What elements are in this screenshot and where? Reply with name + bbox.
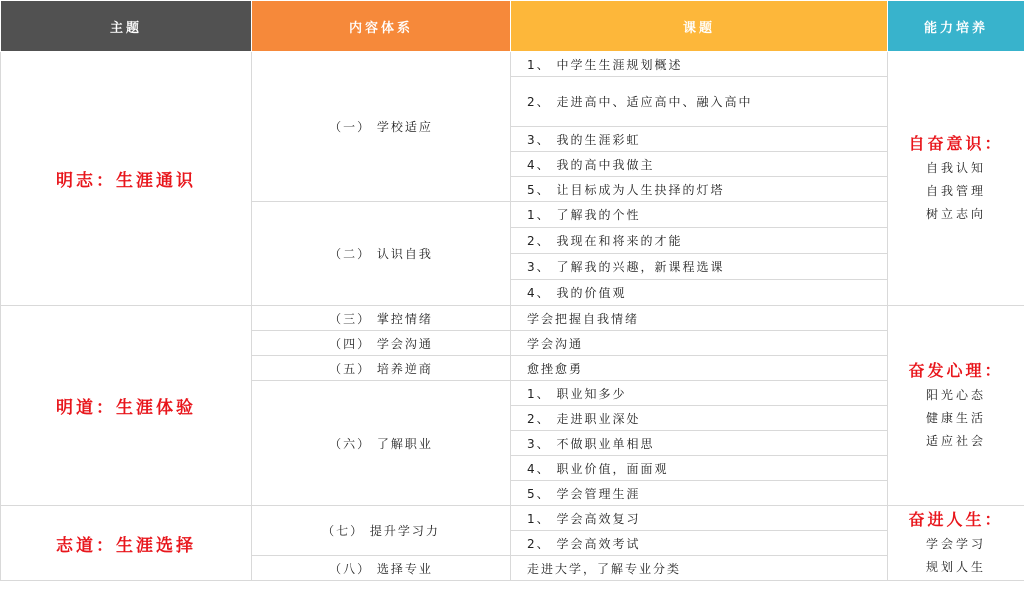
table-row — [1, 506, 1024, 531]
lesson-cell: 1、 职业知多少 — [511, 381, 888, 406]
ability-title: 自奋意识： — [908, 134, 1004, 153]
lesson-cell: 愈挫愈勇 — [511, 356, 888, 381]
lesson-cell: 学会把握自我情绪 — [511, 306, 888, 331]
system-cell: （七） 提升学习力 — [252, 506, 511, 556]
ability-item: 自我认知 — [925, 161, 986, 175]
header-ability: 能力培养 — [888, 1, 1024, 52]
lesson-cell: 学会沟通 — [511, 331, 888, 356]
header-content-system: 内容体系 — [252, 1, 511, 52]
ability-title: 奋进人生： — [908, 510, 1004, 529]
lesson-cell: 4、 职业价值，面面观 — [511, 456, 888, 481]
lesson-cell: 2、 走进高中、适应高中、融入高中 — [511, 77, 888, 127]
system-cell: （四） 学会沟通 — [252, 331, 511, 356]
theme-cell: 明道：生涯体验 — [1, 306, 252, 506]
lesson-cell: 4、 我的高中我做主 — [511, 152, 888, 177]
system-cell: （一） 学校适应 — [252, 52, 511, 202]
system-cell: （三） 掌控情绪 — [252, 306, 511, 331]
system-cell: （八） 选择专业 — [252, 556, 511, 581]
lesson-cell: 走进大学，了解专业分类 — [511, 556, 888, 581]
table-row — [1, 306, 1024, 331]
ability-cell — [888, 306, 1024, 506]
lesson-cell: 1、 了解我的个性 — [511, 202, 888, 228]
lesson-cell: 3、 了解我的兴趣，新课程选课 — [511, 254, 888, 280]
ability-item: 学会学习 — [925, 537, 986, 551]
ability-title: 奋发心理： — [908, 361, 1004, 380]
lesson-cell: 1、 中学生生涯规划概述 — [511, 52, 888, 77]
system-cell: （六） 了解职业 — [252, 381, 511, 506]
header-lesson: 课题 — [511, 1, 888, 52]
theme-cell: 志道：生涯选择 — [1, 506, 252, 581]
ability-cell — [888, 506, 1024, 581]
system-cell: （五） 培养逆商 — [252, 356, 511, 381]
lesson-cell: 2、 我现在和将来的才能 — [511, 228, 888, 254]
lesson-cell: 1、 学会高效复习 — [511, 506, 888, 531]
ability-item: 健康生活 — [925, 411, 986, 425]
system-cell: （二） 认识自我 — [252, 202, 511, 306]
lesson-cell: 2、 学会高效考试 — [511, 531, 888, 556]
ability-item: 适应社会 — [925, 434, 986, 448]
lesson-cell: 2、 走进职业深处 — [511, 406, 888, 431]
table-row — [1, 52, 1024, 77]
lesson-cell: 5、 让目标成为人生抉择的灯塔 — [511, 177, 888, 202]
lesson-cell: 5、 学会管理生涯 — [511, 481, 888, 506]
lesson-cell: 3、 我的生涯彩虹 — [511, 127, 888, 152]
lesson-cell: 3、 不做职业单相思 — [511, 431, 888, 456]
ability-item: 树立志向 — [925, 207, 986, 221]
ability-item: 阳光心态 — [925, 388, 986, 402]
ability-item: 规划人生 — [925, 560, 986, 574]
header-row — [1, 1, 1024, 52]
header-theme: 主题 — [1, 1, 252, 52]
ability-item: 自我管理 — [925, 184, 986, 198]
ability-cell — [888, 52, 1024, 306]
lesson-cell: 4、 我的价值观 — [511, 280, 888, 306]
theme-cell: 明志：生涯通识 — [1, 52, 252, 306]
